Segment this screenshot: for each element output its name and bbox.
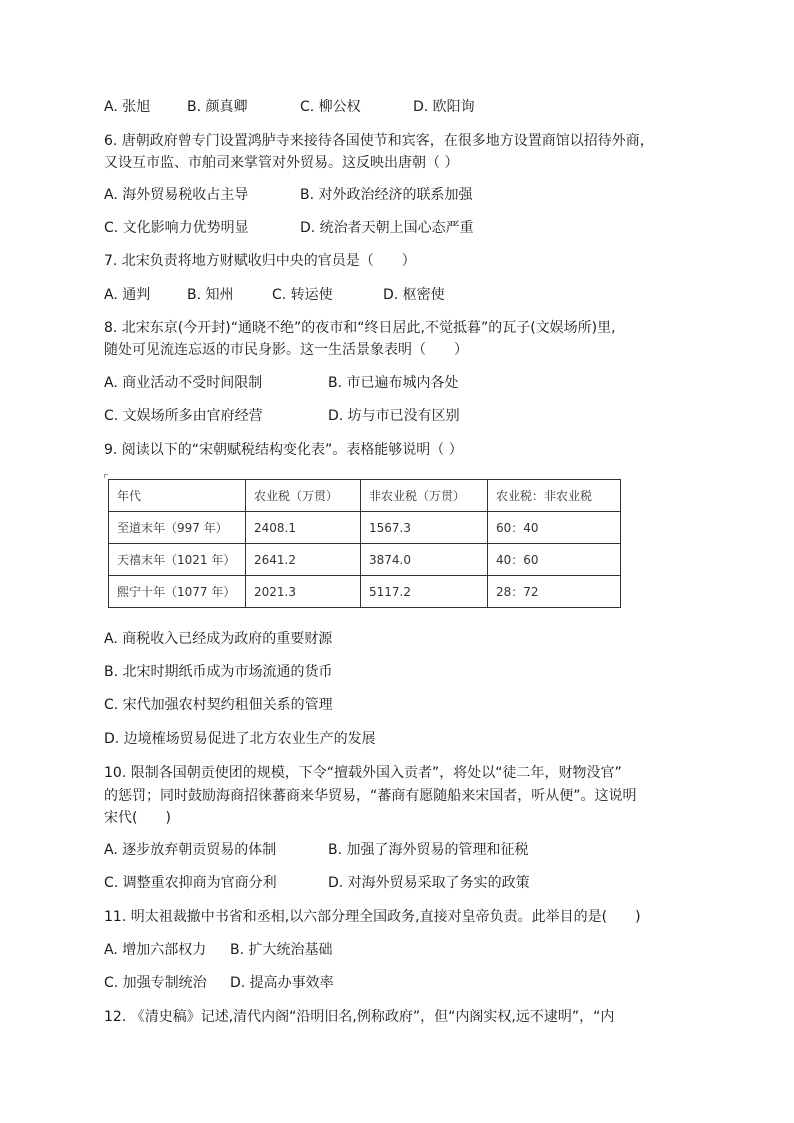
table-cell: 28：72 xyxy=(488,576,621,608)
table-cell: 5117.2 xyxy=(361,576,488,608)
q8-option-a: A. 商业活动不受时间限制 xyxy=(104,375,263,391)
table-cell: 2408.1 xyxy=(246,512,361,544)
tax-structure-table xyxy=(108,479,621,608)
q8-stem-line1: 8. 北宋东京(今开封)“通晓不绝”的夜市和“终日居此,不觉抵暮”的瓦子(文娱场所)里, xyxy=(104,320,616,336)
q6-stem-line2: 又设互市监、市舶司来掌管对外贸易。这反映出唐朝（ ） xyxy=(104,155,459,171)
table-cell: 60：40 xyxy=(488,512,621,544)
table-header-cell: 农业税：非农业税 xyxy=(488,480,621,512)
table-cell: 2641.2 xyxy=(246,544,361,576)
q11-option-c: C. 加强专制统治 xyxy=(104,975,207,991)
table-corner-mark xyxy=(104,474,108,478)
q11-option-d: D. 提高办事效率 xyxy=(230,975,334,991)
q12-stem-line1: 12. 《清史稿》记述,清代内阁“沿明旧名,例称政府”，但“内阁实权,远不逮明”，“内 xyxy=(104,1009,615,1025)
q11-option-b: B. 扩大统治基础 xyxy=(230,942,333,958)
q10-option-d: D. 对海外贸易采取了务实的政策 xyxy=(328,875,530,891)
q10-option-a: A. 逐步放弃朝贡贸易的体制 xyxy=(104,842,277,858)
q7-option-d: D. 枢密使 xyxy=(383,287,445,303)
table-row xyxy=(109,576,621,608)
q8-option-b: B. 市已遍布城内各处 xyxy=(328,375,459,391)
q6-option-c: C. 文化影响力优势明显 xyxy=(104,220,249,236)
q10-stem-line3: 宋代( ) xyxy=(104,810,171,826)
table-header-cell: 农业税（万贯） xyxy=(246,480,361,512)
q9-option-b: B. 北宋时期纸币成为市场流通的货币 xyxy=(104,664,333,680)
q9-option-d: D. 边境榷场贸易促进了北方农业生产的发展 xyxy=(104,731,376,747)
q8-option-d: D. 坊与市已没有区别 xyxy=(328,408,460,424)
table-cell: 至道末年（997 年） xyxy=(109,512,246,544)
table-row xyxy=(109,544,621,576)
q5-option-b: B. 颜真卿 xyxy=(187,99,248,115)
q8-stem-line2: 随处可见流连忘返的市民身影。这一生活景象表明（ ） xyxy=(104,342,468,358)
q6-option-a: A. 海外贸易税收占主导 xyxy=(104,187,249,203)
q11-stem: 11. 明太祖裁撤中书省和丞相,以六部分理全国政务,直接对皇帝负责。此举目的是( ) xyxy=(104,909,641,925)
table-row xyxy=(109,512,621,544)
q7-stem: 7. 北宋负责将地方财赋收归中央的官员是（ ） xyxy=(104,253,416,269)
q6-option-b: B. 对外政治经济的联系加强 xyxy=(300,187,473,203)
table-header-cell: 非农业税（万贯） xyxy=(361,480,488,512)
q10-option-b: B. 加强了海外贸易的管理和征税 xyxy=(328,842,529,858)
q9-stem: 9. 阅读以下的“宋朝赋税结构变化表”。表格能够说明（ ） xyxy=(104,442,463,458)
q10-stem-line2: 的惩罚；同时鼓励海商招徕蕃商来华贸易，“蕃商有愿随船来宋国者，听从便”。这说明 xyxy=(104,788,637,804)
table-cell: 天禧末年（1021 年） xyxy=(109,544,246,576)
table-header-row xyxy=(109,480,621,512)
q7-option-c: C. 转运使 xyxy=(272,287,333,303)
table-cell: 3874.0 xyxy=(361,544,488,576)
table-cell: 1567.3 xyxy=(361,512,488,544)
q7-option-a: A. 通判 xyxy=(104,287,151,303)
q11-option-a: A. 增加六部权力 xyxy=(104,942,207,958)
q8-option-c: C. 文娱场所多由官府经营 xyxy=(104,408,263,424)
q5-option-c: C. 柳公权 xyxy=(300,99,361,115)
table-cell: 40：60 xyxy=(488,544,621,576)
q9-option-c: C. 宋代加强农村契约租佃关系的管理 xyxy=(104,697,333,713)
q5-option-a: A. 张旭 xyxy=(104,99,151,115)
q6-option-d: D. 统治者天朝上国心态严重 xyxy=(300,220,474,236)
q5-option-d: D. 欧阳询 xyxy=(413,99,475,115)
table-header-cell: 年代 xyxy=(109,480,246,512)
q10-stem-line1: 10. 限制各国朝贡使团的规模，下令“擅载外国入贡者”，将处以“徒二年，财物没官” xyxy=(104,765,622,781)
q10-option-c: C. 调整重农抑商为官商分利 xyxy=(104,875,277,891)
table-cell: 2021.3 xyxy=(246,576,361,608)
q6-stem-line1: 6. 唐朝政府曾专门设置鸿胪寺来接待各国使节和宾客，在很多地方设置商馆以招待外商， xyxy=(104,133,654,149)
table-cell: 熙宁十年（1077 年） xyxy=(109,576,246,608)
q7-option-b: B. 知州 xyxy=(187,287,234,303)
q9-option-a: A. 商税收入已经成为政府的重要财源 xyxy=(104,631,333,647)
